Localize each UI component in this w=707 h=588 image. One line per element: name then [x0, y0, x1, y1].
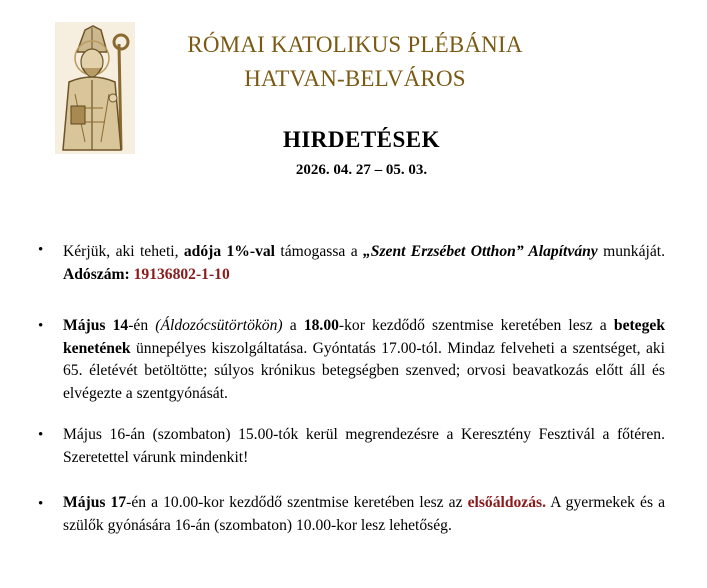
tax-label: Adószám:	[63, 265, 130, 283]
bold-text: adója 1%-val	[183, 243, 276, 260]
text: Kérjük, aki teheti,	[63, 243, 184, 260]
tax-number: 19136802-1-10	[129, 265, 230, 283]
text: -én	[128, 317, 156, 334]
text: ünnepélyes kiszolgáltatása. Gyóntatás 17.00-tól. Mindaz felveheti a szentséget, aki 65. életévét betöltötte; súlyos krónikus betegségben szenved; orvosi beavatkozás előtt áll és elvégezte a szentgyónását.	[63, 339, 665, 402]
bold-text: elsőáldozás.	[467, 494, 546, 511]
text: támogassa a	[275, 243, 363, 260]
bullet-icon: •	[38, 318, 44, 334]
bullet-icon: •	[38, 242, 44, 258]
bullet-icon: •	[38, 427, 44, 443]
text: -én a 10.00-kor kezdődő szentmise keretében lesz az	[126, 494, 468, 511]
text: munkáját.	[597, 243, 666, 260]
announcement-anointing	[63, 315, 665, 405]
parish-name-line1: RÓMAI KATOLIKUS PLÉBÁNIA	[187, 32, 523, 57]
bold-text: Május 17	[63, 494, 127, 511]
bold-text: betegek kenetének	[63, 317, 665, 357]
bold-text: Május 14	[63, 317, 129, 334]
announcement-festival	[63, 424, 665, 469]
text: a	[282, 317, 304, 334]
bullet-icon: •	[38, 496, 44, 512]
bold-text: 18.00	[303, 317, 339, 334]
text: -kor kezdődő szentmise keretében lesz a	[338, 317, 614, 334]
text: Május 16-án (szombaton) 15.00-tók kerül megrendezésre a Keresztény Fesztivál a főtéren. Szeretettel várunk mindenkit!	[63, 426, 665, 466]
parish-name-line2: HATVAN-BELVÁROS	[244, 66, 466, 91]
announcement-tax	[63, 241, 665, 286]
page-title: HIRDETÉSEK	[282, 127, 441, 152]
text: A gyermekek és a szülők gyónására 16-án (szombaton) 10.00-kor lesz lehetőség.	[63, 494, 666, 534]
date-range: 2026. 04. 27 – 05. 03.	[295, 162, 428, 178]
foundation-name: „Szent Erzsébet Otthon” Alapítvány	[362, 243, 598, 260]
announcement-first-communion	[63, 492, 665, 537]
italic-text: (Áldozócsütörtökön)	[155, 317, 283, 334]
